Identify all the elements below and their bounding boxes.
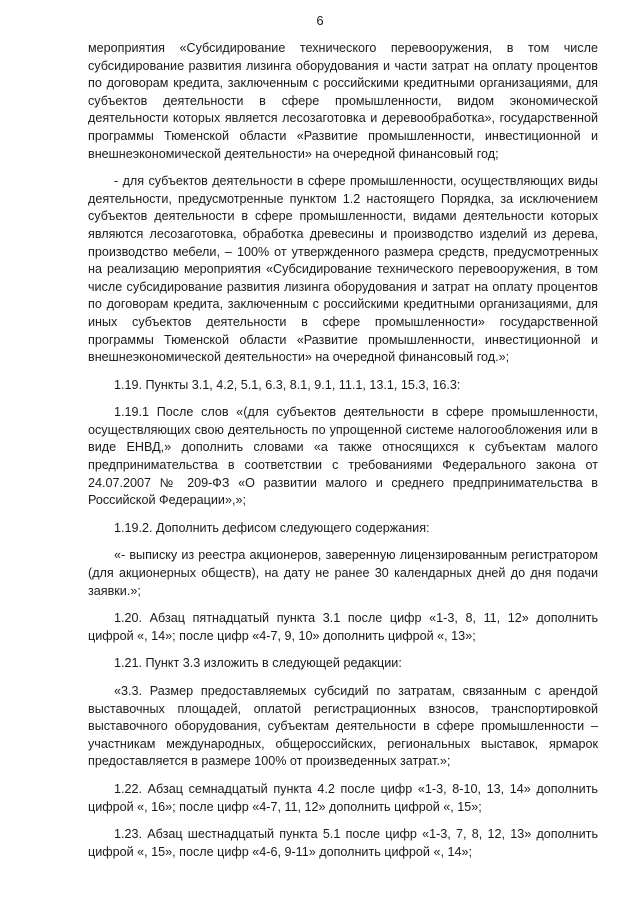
paragraph-4: 1.19.1 После слов «(для субъектов деятельности в сфере промышленности, осуществляющих свою деятельность по упрощенной системе налогообложения или в виде ЕНВД,» дополнить словами «а также относящихся к субъектам малого предпринимательства в соответствии с требованиями Федерального закона от 24.07.2007 № 209-ФЗ «О развитии малого и среднего предпринимательства в Российской Федерации»,»; [88,405,598,508]
paragraph-11: 1.23. Абзац шестнадцатый пункта 5.1 после цифр «1-3, 7, 8, 12, 13» дополнить цифрой «, 15», после цифр «4-6, 9-11» дополнить цифрой «, 14»; [88,827,598,859]
paragraph-9: «3.3. Размер предоставляемых субсидий по затратам, связанным с арендой выставочных площадей, оплатой регистрационных взносов, транспортировкой выставочного оборудования, субъектам деятельности в сфере промышленности – участникам международных, общероссийских, региональных выставок, ярмарок предоставляется в размере 100% от произведенных затрат.»; [88,684,598,769]
paragraph-5: 1.19.2. Дополнить дефисом следующего содержания: [114,520,430,535]
paragraph-10: 1.22. Абзац семнадцатый пункта 4.2 после цифр «1-3, 8-10, 13, 14» дополнить цифрой «, 16»; после цифр «4-7, 11, 12» дополнить цифрой «, 15»; [88,781,598,814]
document-body [88,40,598,861]
paragraph-8: 1.21. Пункт 3.3 изложить в следующей редакции: [114,656,402,671]
paragraph-2: - для субъектов деятельности в сфере промышленности, осуществляющих виды деятельности, предусмотренные пунктом 1.2 настоящего Порядка, за исключением субъектов деятельности в сфере промышленности, видами деятельности которых являются лесозаготовка, обработка древесины и производство изделий из дерева, производство мебели, – 100% от утвержденного размера средств, предусмотренных на реализацию мероприятия «Субсидирование технического перевооружения, в том числе субсидирование развития лизинга оборудования и затрат на оплату процентов по договорам кредита, заключенным с российскими кредитными организациями, для иных субъектов деятельности в сфере промышленности» государственной программы Тюменской области «Развитие промышленности, инвестиционной и внешнеэкономической деятельности» на очередной финансовый год.»; [88,174,598,365]
page-number: 6 [316,13,324,28]
paragraph-3: 1.19. Пункты 3.1, 4.2, 5.1, 6.3, 8.1, 9.1, 11.1, 13.1, 15.3, 16.3: [114,377,461,392]
paragraph-7: 1.20. Абзац пятнадцатый пункта 3.1 после цифр «1-3, 8, 11, 12» дополнить цифрой «, 14»; после цифр «4-7, 9, 10» дополнить цифрой «, 13»; [88,611,598,643]
paragraph-1: мероприятия «Субсидирование технического перевооружения, в том числе субсидирование развития лизинга оборудования и части затрат на оплату процентов по договорам кредита, заключенным с российскими кредитными организациями, для субъектов деятельности в сфере промышленности, видом экономической деятельности которых является лесозаготовка и деревообработка», государственной программы Тюменской области «Развитие промышленности, инвестиционной и внешнеэкономической деятельности» на очередной финансовый год; [88,41,598,161]
paragraph-6: «- выписку из реестра акционеров, заверенную лицензированным регистратором (для акционерных обществ), на дату не ранее 30 календарных дней до дня подачи заявки.»; [88,548,598,598]
